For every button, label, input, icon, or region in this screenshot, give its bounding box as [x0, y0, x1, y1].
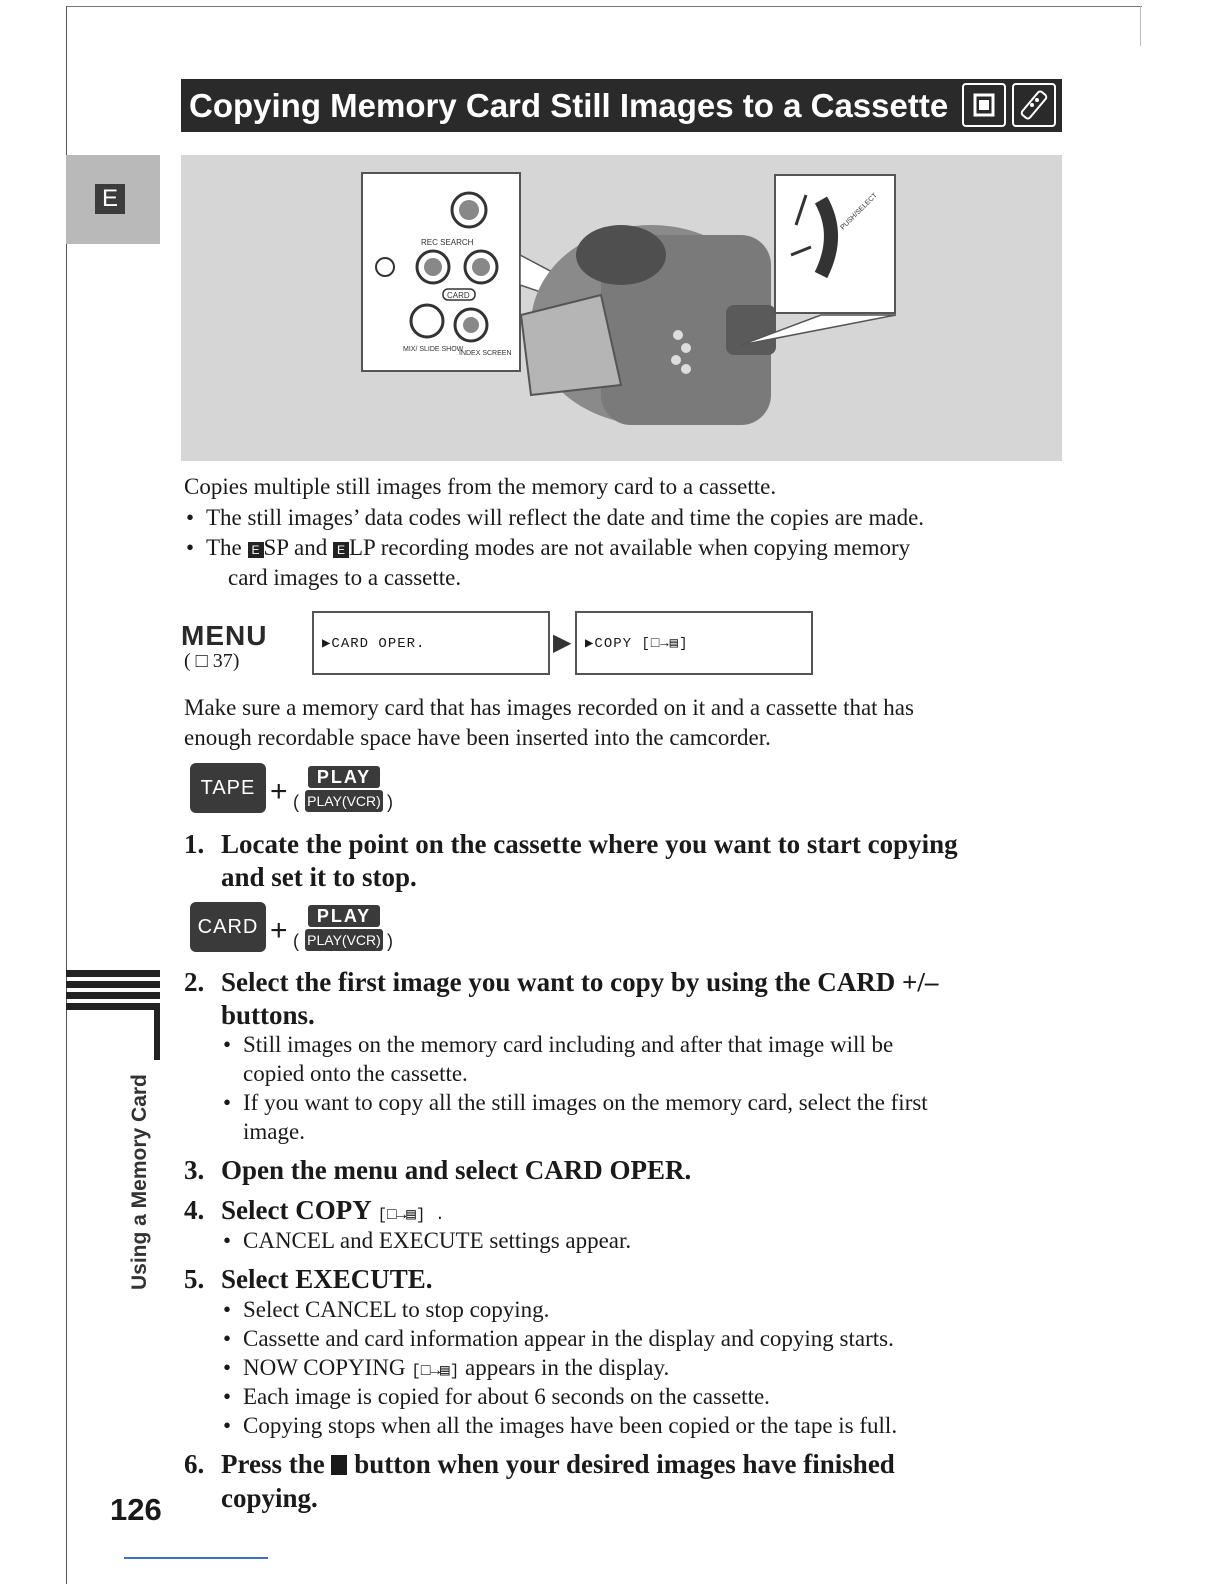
section-bars: [66, 970, 160, 1014]
lp-mode-badge: E: [333, 542, 349, 558]
step-5-bullet: • NOW COPYING [□→▤] appears in the display.: [223, 1355, 670, 1380]
illus-label-push-select: PUSH/SELECT: [839, 192, 879, 232]
intro-bullet-continued: card images to a cassette.: [228, 565, 462, 590]
intro-bullet: • The still images’ data codes will reflect the date and time the copies are made.: [186, 505, 925, 530]
language-tab: [66, 155, 160, 244]
intro-bullet: • The E SP and E LP recording modes are not available when copying memory: [186, 535, 911, 560]
language-letter: E: [95, 184, 125, 214]
camcorder-illustration: [181, 155, 1062, 461]
step-2-bullet-cont: copied onto the cassette.: [243, 1061, 468, 1086]
play-mode-label: PLAY: [308, 905, 380, 927]
step-5-bullet: • Copying stops when all the images have been copied or the tape is full.: [223, 1413, 898, 1438]
play-mode-label: PLAY: [308, 766, 380, 788]
page-number: 126: [110, 1492, 162, 1527]
card-to-tape-icon: [□→▤]: [411, 1362, 460, 1380]
section-label: Using a Memory Card: [128, 1074, 151, 1290]
menu-next-arrow-icon: ▶: [553, 630, 572, 656]
menu-box-copy: ▶COPY [□→▤]: [575, 611, 813, 675]
menu-heading: MENU: [181, 620, 268, 651]
step-5-bullet: • Cassette and card information appear in the display and copying starts.: [223, 1326, 894, 1351]
sp-mode-badge: E: [248, 542, 264, 558]
step-2-bullet: • Still images on the memory card including and after that image will be: [223, 1032, 894, 1057]
card-to-tape-icon: [□→▤] .: [377, 1206, 445, 1224]
card-mode-icon: [962, 83, 1006, 127]
prep-line-2: enough recordable space have been inserted into the camcorder.: [184, 725, 771, 750]
step-5-bullet: • Each image is copied for about 6 seconds on the cassette.: [223, 1384, 770, 1409]
plus-sign: +: [270, 914, 288, 947]
page-title: Copying Memory Card Still Images to a Cassette: [189, 86, 949, 124]
play-vcr-label: PLAY(VCR): [305, 929, 383, 951]
plus-sign: +: [270, 775, 288, 808]
illus-label-card: CARD: [447, 291, 470, 300]
step-5-bullet: • Select CANCEL to stop copying.: [223, 1297, 550, 1322]
illus-label-index: INDEX SCREEN: [459, 350, 512, 357]
right-rule: [1140, 6, 1141, 46]
mode-icons: [962, 83, 1056, 127]
bottom-rule: [124, 1557, 268, 1559]
step-4-bullet: • CANCEL and EXECUTE settings appear.: [223, 1228, 632, 1253]
illus-label-slideshow: MIX/ SLIDE SHOW: [403, 346, 464, 353]
prep-line-1: Make sure a memory card that has images recorded on it and a cassette that has: [184, 695, 914, 720]
stop-button-icon: [331, 1455, 347, 1475]
tape-mode-button: TAPE: [190, 763, 266, 813]
menu-page-ref: ( □ 37): [184, 650, 240, 672]
section-vertical-bar: [154, 1010, 160, 1060]
top-rule: [66, 6, 1142, 7]
remote-control-icon: [1012, 83, 1056, 127]
step-2-bullet: • If you want to copy all the still images on the memory card, select the first: [223, 1090, 928, 1115]
play-vcr-label: PLAY(VCR): [305, 790, 383, 812]
intro-bullet-text: The still images’ data codes will reflect the date and time the copies are made.: [206, 505, 925, 530]
intro-line: Copies multiple still images from the memory card to a cassette.: [184, 474, 777, 499]
card-mode-button: CARD: [190, 902, 266, 952]
title-banner: [181, 79, 1062, 132]
menu-box-card-oper: ▶CARD OPER.: [312, 611, 550, 675]
step-2-bullet-cont: image.: [243, 1119, 305, 1144]
illus-label-rec-search: REC SEARCH: [421, 238, 474, 247]
